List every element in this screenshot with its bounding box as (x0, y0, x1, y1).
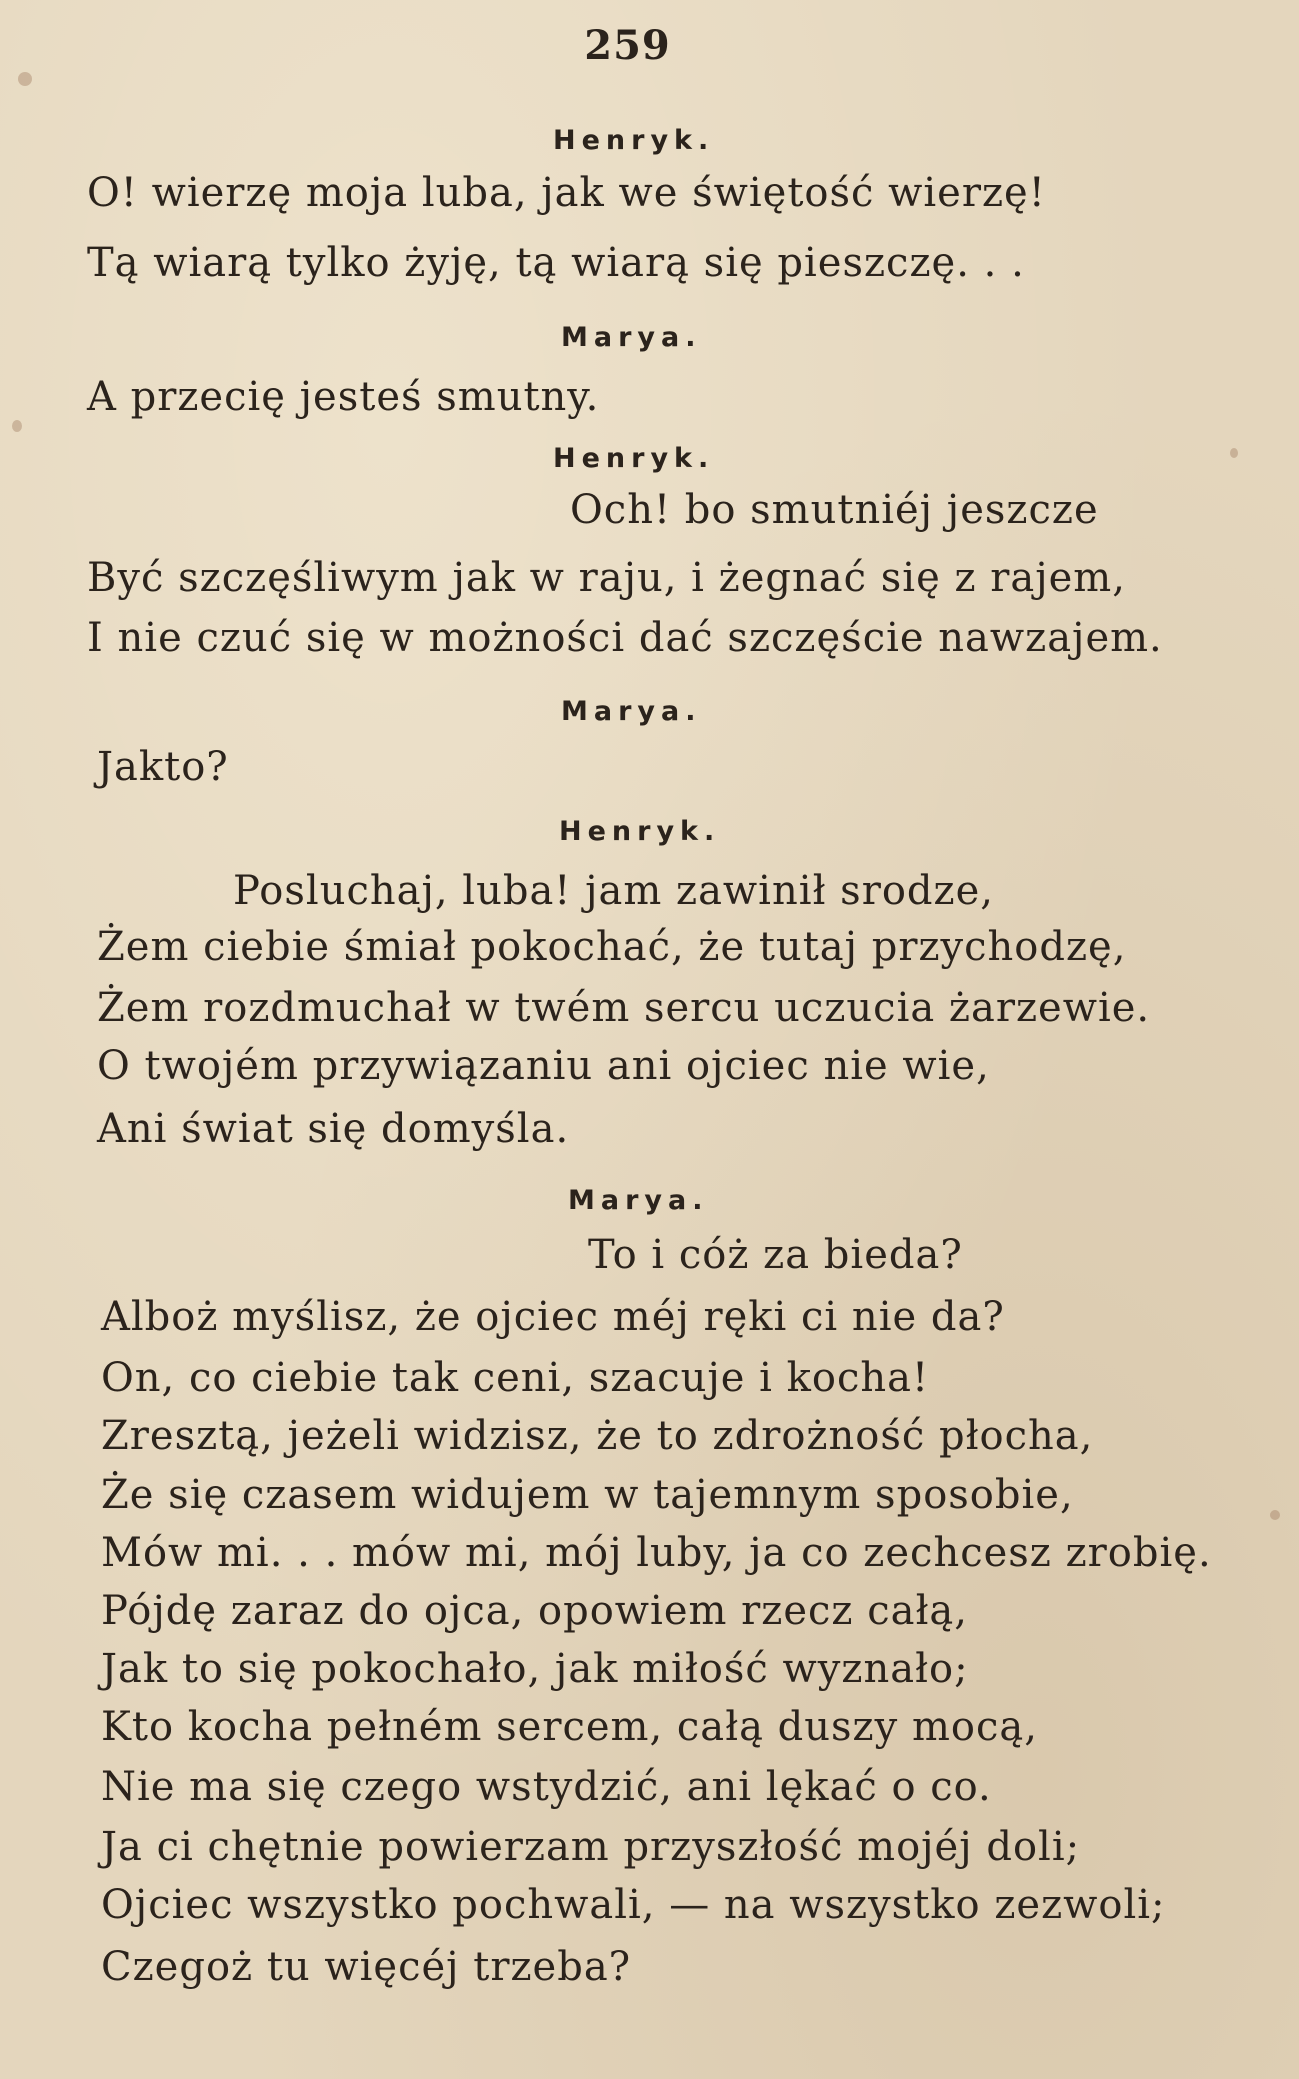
verse-line: Jak to się pokochało, jak miłość wyznało; (101, 1646, 969, 1692)
paper-speck (1270, 1510, 1280, 1520)
speaker-label: Marya. (568, 1185, 709, 1216)
verse-line: O! wierzę moja luba, jak we świętość wierzę! (87, 170, 1046, 216)
verse-line: Alboż myślisz, że ojciec méj ręki ci nie da? (101, 1294, 1005, 1340)
verse-line: O twojém przywiązaniu ani ojciec nie wie, (97, 1043, 990, 1089)
verse-line: Pójdę zaraz do ojca, opowiem rzecz całą, (101, 1588, 968, 1634)
speaker-label: Henryk. (553, 443, 715, 474)
paper-speck (18, 72, 32, 86)
verse-line: To i cóż za bieda? (588, 1232, 963, 1278)
verse-line: I nie czuć się w możności dać szczęście nawzajem. (87, 615, 1163, 661)
verse-line: Czegoż tu więcéj trzeba? (101, 1944, 632, 1990)
verse-line: Ani świat się domyśla. (97, 1106, 570, 1152)
verse-line: Być szczęśliwym jak w raju, i żegnać się z rajem, (87, 555, 1126, 601)
verse-line: Żem ciebie śmiał pokochać, że tutaj przychodzę, (97, 924, 1127, 970)
speaker-label: Marya. (561, 322, 702, 353)
verse-line: Że się czasem widujem w tajemnym sposobie, (101, 1472, 1074, 1518)
verse-line: On, co ciebie tak ceni, szacuje i kocha! (101, 1355, 930, 1401)
speaker-label: Marya. (561, 696, 702, 727)
verse-line: Nie ma się czego wstydzić, ani lękać o co. (101, 1764, 992, 1810)
verse-line: Mów mi. . . mów mi, mój luby, ja co zechcesz zrobię. (101, 1530, 1212, 1576)
verse-line: Tą wiarą tylko żyję, tą wiarą się pieszczę. . . (87, 240, 1025, 286)
page-number: 259 (584, 22, 671, 69)
verse-line: Ja ci chętnie powierzam przyszłość mojéj doli; (101, 1824, 1081, 1870)
verse-line: Jakto? (97, 744, 229, 790)
paper-speck (1230, 448, 1238, 458)
verse-line: Posluchaj, luba! jam zawinił srodze, (233, 868, 994, 914)
verse-line: Och! bo smutniéj jeszcze (570, 487, 1099, 533)
verse-line: Ojciec wszystko pochwali, — na wszystko zezwoli; (101, 1882, 1166, 1928)
speaker-label: Henryk. (559, 816, 721, 847)
paper-speck (12, 420, 22, 432)
verse-line: Zresztą, jeżeli widzisz, że to zdrożność płocha, (101, 1413, 1094, 1459)
verse-line: Żem rozdmuchał w twém sercu uczucia żarzewie. (97, 985, 1151, 1031)
speaker-label: Henryk. (553, 125, 715, 156)
verse-line: A przecię jesteś smutny. (87, 374, 600, 420)
verse-line: Kto kocha pełném sercem, całą duszy mocą, (101, 1704, 1038, 1750)
